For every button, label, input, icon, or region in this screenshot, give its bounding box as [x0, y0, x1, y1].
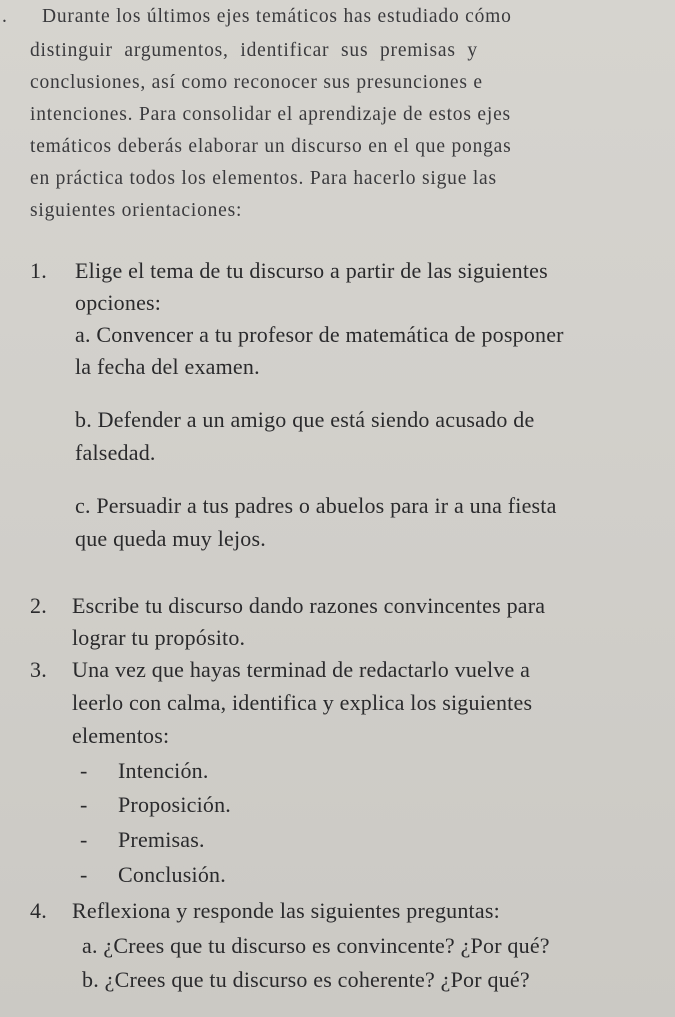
intro-line-6: en práctica todos los elementos. Para hacerlo sigue las [30, 168, 497, 189]
item-3-line-1: Una vez que hayas terminad de redactarlo vuelve a [72, 657, 531, 682]
intro-bullet: . [2, 6, 8, 27]
bullet-dash: - [80, 862, 88, 887]
option-c-line-2: que queda muy lejos. [75, 526, 266, 551]
bullet-proposicion: Proposición. [118, 792, 232, 817]
item-1-number: 1. [30, 258, 47, 283]
bullet-conclusion: Conclusión. [118, 862, 226, 887]
item-2-line-1: Escribe tu discurso dando razones convincentes para [72, 593, 546, 618]
item-4-number: 4. [30, 898, 47, 923]
item-3-number: 3. [30, 657, 47, 682]
bullet-dash: - [80, 827, 88, 852]
option-b-line-1: b. Defender a un amigo que está siendo acusado de [75, 407, 535, 432]
option-b-line-2: falsedad. [75, 440, 156, 465]
item-3-line-3: elementos: [72, 723, 170, 748]
option-a-line-2: la fecha del examen. [75, 354, 260, 379]
question-b: b. ¿Crees que tu discurso es coherente? ¿Por qué? [82, 967, 530, 992]
question-a: a. ¿Crees que tu discurso es convincente? ¿Por qué? [82, 933, 550, 958]
intro-line-1: Durante los últimos ejes temáticos has estudiado cómo [42, 6, 512, 27]
bullet-dash: - [80, 792, 88, 817]
item-4-line-1: Reflexiona y responde las siguientes preguntas: [72, 898, 500, 923]
item-1-line-1: Elige el tema de tu discurso a partir de las siguientes [75, 258, 548, 283]
item-2-number: 2. [30, 593, 47, 618]
option-c-line-1: c. Persuadir a tus padres o abuelos para ir a una fiesta [75, 493, 557, 518]
bullet-dash: - [80, 758, 88, 783]
option-a-line-1: a. Convencer a tu profesor de matemática de posponer [75, 322, 564, 347]
item-2-line-2: lograr tu propósito. [72, 625, 246, 650]
bullet-premisas: Premisas. [118, 827, 205, 852]
item-1-line-2: opciones: [75, 290, 162, 315]
intro-line-2: distinguir argumentos, identificar sus premisas y [30, 40, 478, 61]
intro-line-4: intenciones. Para consolidar el aprendizaje de estos ejes [30, 104, 511, 125]
bullet-intencion: Intención. [118, 758, 209, 783]
intro-line-7: siguientes orientaciones: [30, 200, 243, 221]
intro-line-5: temáticos deberás elaborar un discurso en el que pongas [30, 136, 512, 157]
intro-line-3: conclusiones, así como reconocer sus presunciones e [30, 72, 483, 93]
item-3-line-2: leerlo con calma, identifica y explica los siguientes [72, 690, 533, 715]
